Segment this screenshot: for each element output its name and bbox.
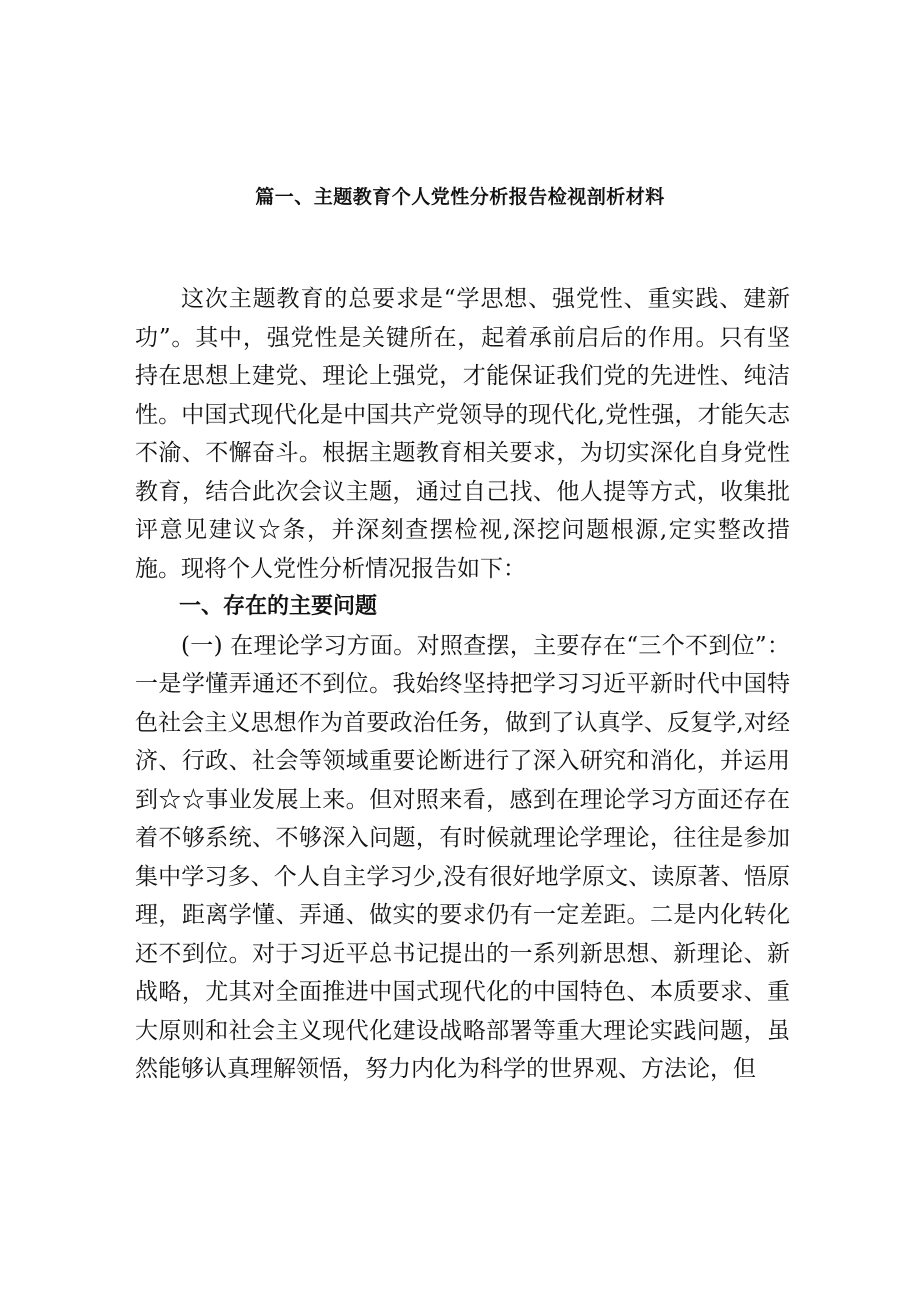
theory-study-paragraph: (一) 在理论学习方面。对照查摆，主要存在“三个不到位”：一是学懂弄通还不到位。我始终坚持把学习习近平新时代中国特色社会主义思想作为首要政治任务，做到了认真学、反复学,对经济、行政、社会等领域重要论断进行了深入研究和消化，并运用到☆☆事业发展上来。但对照来看，感到在理论学习方面还存在着不够系统、不够深入问题，有时候就理论学理论，往往是参加集中学习多、个人自主学习少,没有很好地学原文、读原著、悟原理，距离学懂、弄通、做实的要求仍有一定差距。二是内化转化还不到位。对于习近平总书记提出的一系列新思想、新理论、新战略，尤其对全面推进中国式现代化的中国特色、本质要求、重大原则和社会主义现代化建设战略部署等重大理论实践问题，虽然能够认真理解领悟，努力内化为科学的世界观、方法论，但: [135, 632, 790, 1082]
document-body: [135, 280, 790, 1089]
intro-paragraph: 这次主题教育的总要求是“学思想、强党性、重实践、建新功”。其中，强党性是关键所在，起着承前启后的作用。只有坚持在思想上建党、理论上强党，才能保证我们党的先进性、纯洁性。中国式现代化是中国共产党领导的现代化,党性强，才能矢志不渝、不懈奋斗。根据主题教育相关要求，为切实深化自身党性教育，结合此次会议主题，通过自己找、他人提等方式，收集批评意见建议☆条，并深刻查摆检视,深挖问题根源,定实整改措施。现将个人党性分析情况报告如下：: [135, 286, 790, 582]
document-title: 篇一、主题教育个人党性分析报告检视剖析材料: [255, 186, 665, 208]
section-heading: 一、存在的主要问题: [179, 594, 378, 619]
